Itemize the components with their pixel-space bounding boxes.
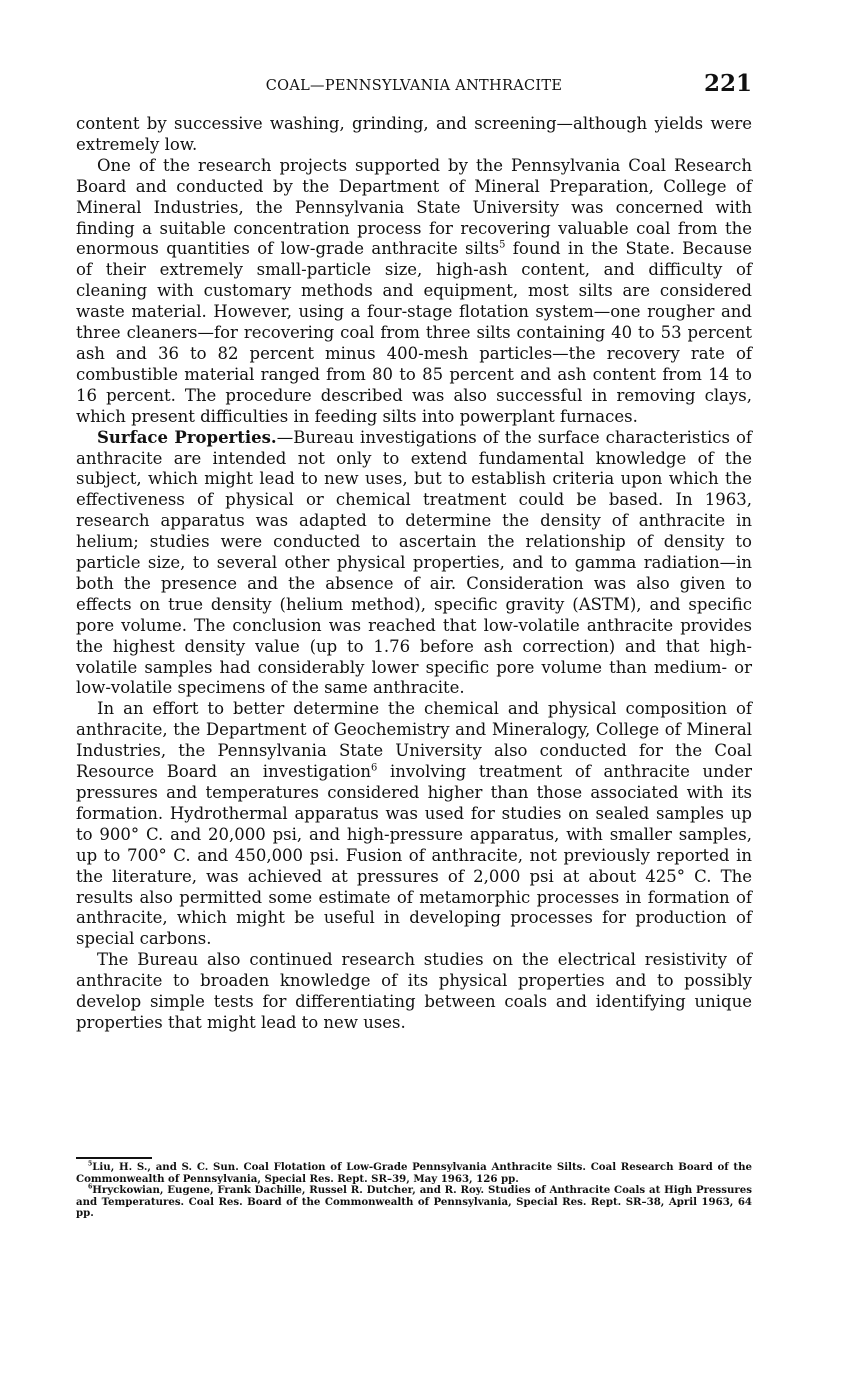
footnotes <box>76 1162 752 1220</box>
footnote-mark: 5 <box>88 1160 93 1168</box>
footnote <box>76 1185 752 1220</box>
paragraph-text: The Bureau also continued research studies on the electrical resistivity of anthracite to broaden knowledge of its physical properties and to possibly develop simple tests for differentiating between coals and identifying unique properties that might lead to new uses. <box>76 950 752 1032</box>
paragraph-flotation-research <box>76 156 752 428</box>
footnote-text: Liu, H. S., and S. C. Sun. Coal Flotation of Low-Grade Pennsylvania Anthracite Silts. Coal Research Board of the Commonwealth of Pennsylvania, Special Res. Rept. SR–39, May 1963, 126 pp. <box>76 1161 752 1185</box>
paragraph-electrical-resistivity <box>76 950 752 1034</box>
paragraph-surface-properties <box>76 428 752 700</box>
paragraph-text: involving treatment of anthracite under pressures and temperatures considered higher than those associated with its formation. Hydrothermal apparatus was used for studies on sealed samples up to 900° C. and 20,000 psi, and high-pressure apparatus, with smaller samples, up to 700° C. and 450,000 psi. Fusion of anthracite, not previously reported in the literature, was achieved at pressures of 2,000 psi at about 425° C. The results also permitted some estimate of metamorphic processes in formation of anthracite, which might be useful in developing processes for production of special carbons. <box>76 762 753 949</box>
page-number: 221 <box>703 70 752 97</box>
paragraph-text: In an effort to better determine the chemical and physical composition of anthracite, the Department of Geochemistry and Mineralogy, College of Mineral Industries, the Pennsylvania State University also conducted for the Coal Resource Board an investigation <box>76 699 752 782</box>
footnote-divider <box>76 1157 152 1159</box>
paragraph-text: found in the State. Because of their extremely small-particle size, high-ash content, and difficulty of cleaning with customary methods and equipment, most silts are considered waste material. However, using a four-stage flotation system—one rougher and three cleaners—for recovering coal from three silts containing 40 to 53 percent ash and 36 to 82 percent minus 400-mesh particles—the recovery rate of combustible material ranged from 80 to 85 percent and ash content from 14 to 16 percent. The procedure described was also successful in removing clays, which present difficulties in feeding silts into powerplant furnaces. <box>76 239 752 426</box>
paragraph-text: content by successive washing, grinding, and screening—although yields were extremely low. <box>76 114 752 154</box>
page-header <box>76 70 752 100</box>
section-run-in-heading: Surface Properties. <box>97 427 277 447</box>
footnote-text: Hryckowian, Eugene, Frank Dachille, Russel R. Dutcher, and R. Roy. Studies of Anthracite Coals at High Pressures and Temperatures. Coal Res. Board of the Commonwealth of Pennsylvania, Special Res. Rept. SR–38, April 1963, 64 pp. <box>76 1184 752 1220</box>
footnote-reference: 5 <box>499 239 506 251</box>
paragraph-continuation <box>76 114 752 156</box>
footnote <box>76 1162 752 1185</box>
footnote-reference: 6 <box>371 762 378 774</box>
paragraph-high-pressure-study <box>76 699 752 950</box>
paragraph-text: One of the research projects supported by the Pennsylvania Coal Research Board and conducted by the Department of Mineral Preparation, College of Mineral Industries, the Pennsylvania State University was concerned with finding a suitable concentration process for recovering valuable coal from the enormous quantities of low-grade anthracite silts <box>76 155 752 259</box>
paragraph-text: —Bureau investigations of the surface characteristics of anthracite are intended not only to extend fundamental knowledge of the subject, which might lead to new uses, but to establish criteria upon which the effectiveness of physical or chemical treatment could be based. In 1963, research apparatus was adapted to determine the density of anthracite in helium; studies were conducted to ascertain the relationship of density to particle size, to several other physical properties, and to gamma radiation—in both the presence and the absence of air. Consideration was also given to effects on true density (helium method), specific gravity (ASTM), and specific pore volume. The conclusion was reached that low-volatile anthracite provides the highest density value (up to 1.76 before ash correction) and that high-volatile samples had considerably lower specific pore volume than medium- or low-volatile specimens of the same anthracite. <box>76 427 752 698</box>
body-text <box>76 114 752 1034</box>
footnote-mark: 6 <box>88 1183 93 1191</box>
running-title: COAL—PENNSYLVANIA ANTHRACITE <box>265 78 563 94</box>
